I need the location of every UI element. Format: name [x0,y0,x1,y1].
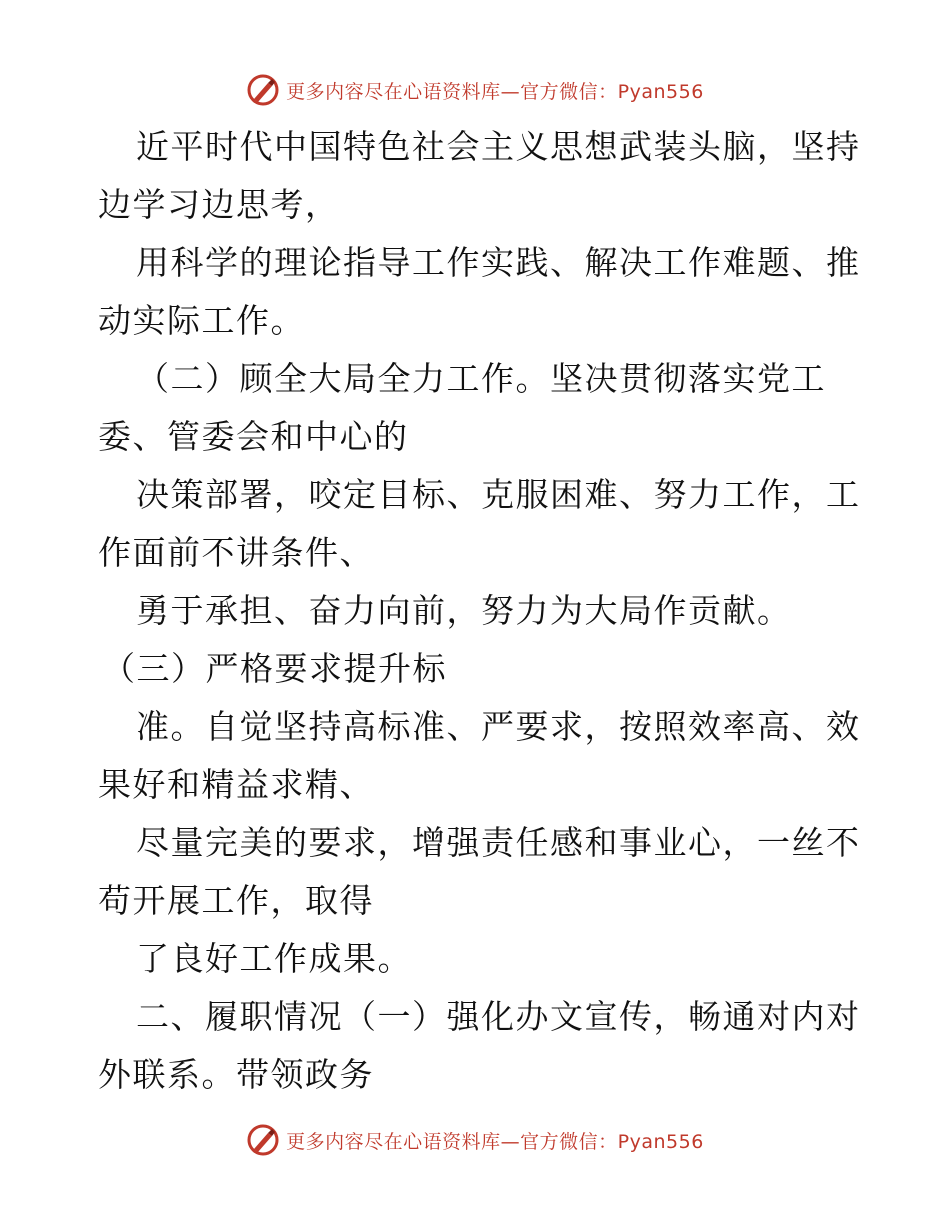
paragraph-line: 委、管委会和中心的 [98,417,409,456]
paragraph-line: 果好和精益求精、 [98,765,374,804]
paragraph-line: 用科学的理论指导工作实践、解决工作难题、推 [136,243,861,282]
paragraph-line: 外联系。带领政务 [98,1055,374,1094]
paragraph-line: 作面前不讲条件、 [98,533,374,572]
paragraph-line: 动实际工作。 [98,301,305,340]
paragraph-line: 勇于承担、奋力向前，努力为大局作贡献。 [136,591,792,630]
paragraph-line: 边学习边思考， [98,185,340,224]
watermark-text: 更多内容尽在心语资料库—官方微信：Pyan556 [286,80,704,103]
watermark-banner-bottom [0,1120,950,1160]
pen-logo-icon [246,73,280,107]
paragraph-line: 了良好工作成果。 [136,939,412,978]
watermark-banner-top [0,70,950,110]
document-body [98,118,861,1104]
paragraph-line: （二）顾全大局全力工作。坚决贯彻落实党工 [136,359,826,398]
watermark-text: 更多内容尽在心语资料库—官方微信：Pyan556 [286,1130,704,1153]
paragraph-line: 二、履职情况（一）强化办文宣传，畅通对内对 [136,997,861,1036]
pen-logo-icon [246,1123,280,1157]
paragraph-line: （三）严格要求提升标 [102,649,447,688]
paragraph-line: 苟开展工作，取得 [98,881,374,920]
paragraph-line: 决策部署，咬定目标、克服困难、努力工作，工 [136,475,861,514]
paragraph-line: 准。自觉坚持高标准、严要求，按照效率高、效 [136,707,861,746]
paragraph-line: 尽量完美的要求，增强责任感和事业心，一丝不 [136,823,861,862]
paragraph-line: 近平时代中国特色社会主义思想武装头脑，坚持 [136,127,861,166]
